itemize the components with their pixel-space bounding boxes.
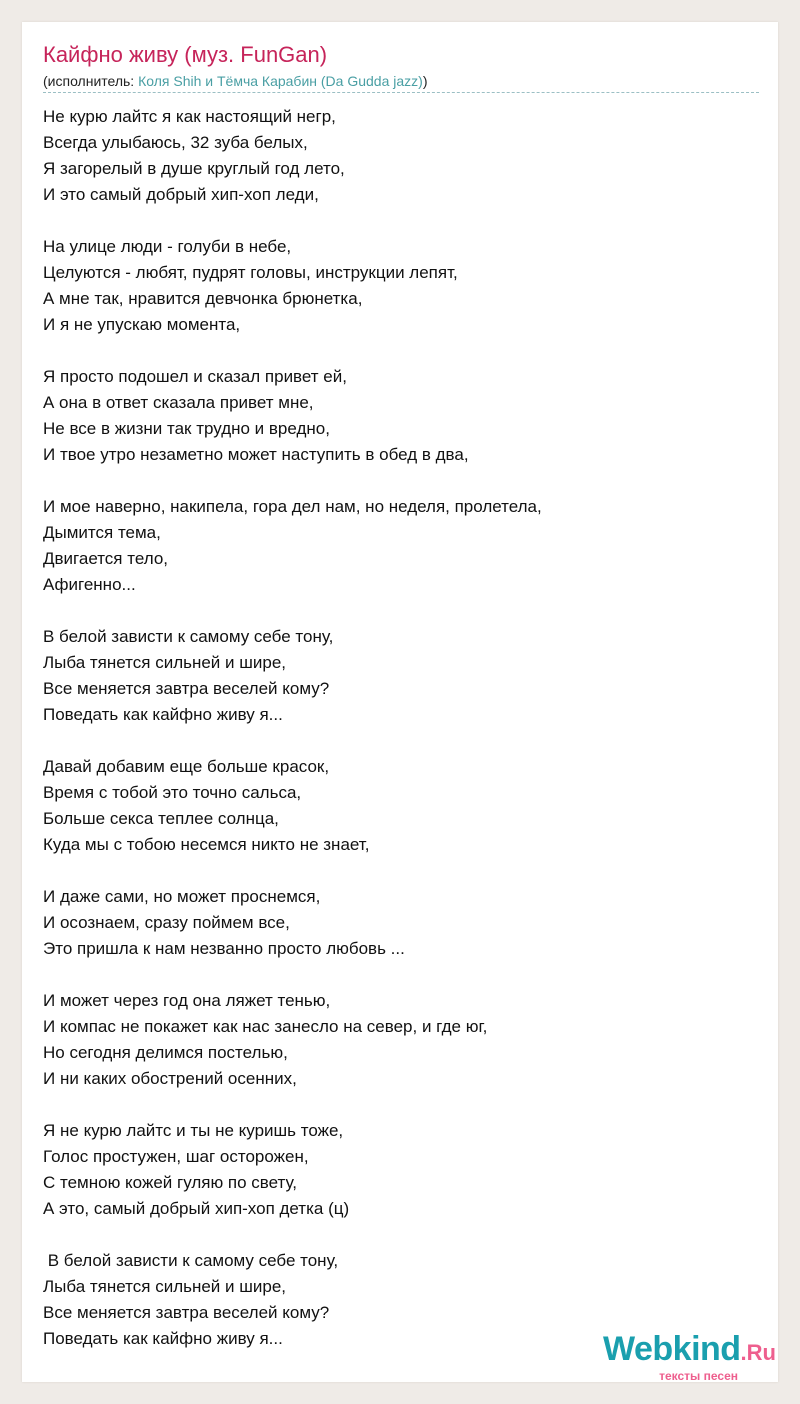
lyric-line: Все меняется завтра веселей кому?: [43, 1303, 330, 1322]
stanza: [43, 884, 542, 962]
lyric-line: Не все в жизни так трудно и вредно,: [43, 419, 330, 438]
lyric-line: Целуются - любят, пудрят головы, инструкции лепят,: [43, 263, 458, 282]
lyric-line: И осознаем, сразу поймем все,: [43, 913, 290, 932]
stanza: [43, 624, 542, 728]
lyric-line: Поведать как кайфно живу я...: [43, 1329, 283, 1348]
lyric-line: В белой зависти к самому себе тону,: [43, 627, 334, 646]
stanza: [43, 234, 542, 338]
stanza: [43, 1118, 542, 1222]
lyric-line: Давай добавим еще больше красок,: [43, 757, 330, 776]
logo-wordmark: [603, 1332, 776, 1370]
stanza: [43, 104, 542, 208]
lyric-line: Я просто подошел и сказал привет ей,: [43, 367, 347, 386]
stanza: [43, 1248, 542, 1352]
lyric-line: Это пришла к нам незванно просто любовь ...: [43, 939, 405, 958]
lyric-line: Куда мы с тобою несемся никто не знает,: [43, 835, 370, 854]
lyric-line: Но сегодня делимся постелью,: [43, 1043, 288, 1062]
lyric-line: А мне так, нравится девчонка брюнетка,: [43, 289, 363, 308]
lyric-line: В белой зависти к самому себе тону,: [43, 1251, 339, 1270]
logo-tagline: тексты песен: [659, 1369, 738, 1383]
lyric-line: Я не курю лайтс и ты не куришь тоже,: [43, 1121, 344, 1140]
stanza: [43, 988, 542, 1092]
lyric-line: Все меняется завтра веселей кому?: [43, 679, 330, 698]
lyric-line: С темною кожей гуляю по свету,: [43, 1173, 298, 1192]
webkind-logo[interactable]: [603, 1332, 776, 1383]
lyric-line: И это самый добрый хип-хоп леди,: [43, 185, 319, 204]
lyrics-text: [43, 104, 542, 1378]
lyric-line: Голос простужен, шаг осторожен,: [43, 1147, 309, 1166]
lyric-line: Афигенно...: [43, 575, 136, 594]
lyric-line: И твое утро незаметно может наступить в обед в два,: [43, 445, 469, 464]
logo-main: Webkind: [603, 1330, 741, 1368]
lyric-line: Всегда улыбаюсь, 32 зуба белых,: [43, 133, 308, 152]
divider: [43, 92, 759, 93]
lyric-line: Поведать как кайфно живу я...: [43, 705, 283, 724]
stanza: [43, 754, 542, 858]
lyric-line: И компас не покажет как нас занесло на север, и где юг,: [43, 1017, 488, 1036]
lyric-line: Дымится тема,: [43, 523, 161, 542]
stanza: [43, 364, 542, 468]
lyric-line: Не курю лайтс я как настоящий негр,: [43, 107, 336, 126]
artist-line: [43, 73, 428, 90]
lyric-line: И может через год она ляжет тенью,: [43, 991, 331, 1010]
lyric-line: Время с тобой это точно сальса,: [43, 783, 302, 802]
artist-suffix: ): [422, 73, 428, 89]
artist-link[interactable]: Коля Shih и Тёмча Карабин (Da Gudda jazz): [138, 73, 423, 89]
logo-domain: .Ru: [740, 1340, 776, 1365]
lyric-line: Лыба тянется сильней и шире,: [43, 653, 287, 672]
lyric-line: И даже сами, но может проснемся,: [43, 887, 321, 906]
lyric-line: Больше секса теплее солнца,: [43, 809, 279, 828]
artist-prefix: (исполнитель:: [43, 73, 139, 89]
lyric-line: Лыба тянется сильней и шире,: [43, 1277, 287, 1296]
lyric-line: Двигается тело,: [43, 549, 169, 568]
lyrics-panel: [22, 22, 778, 1382]
lyric-line: А это, самый добрый хип-хоп детка (ц): [43, 1199, 350, 1218]
lyric-line: Я загорелый в душе круглый год лето,: [43, 159, 345, 178]
lyric-line: На улице люди - голуби в небе,: [43, 237, 292, 256]
lyric-line: И ни каких обострений осенних,: [43, 1069, 297, 1088]
lyric-line: И мое наверно, накипела, гора дел нам, но неделя, пролетела,: [43, 497, 542, 516]
lyric-line: А она в ответ сказала привет мне,: [43, 393, 314, 412]
stanza: [43, 494, 542, 598]
song-title: Кайфно живу (муз. FunGan): [43, 42, 328, 67]
lyric-line: И я не упускаю момента,: [43, 315, 241, 334]
